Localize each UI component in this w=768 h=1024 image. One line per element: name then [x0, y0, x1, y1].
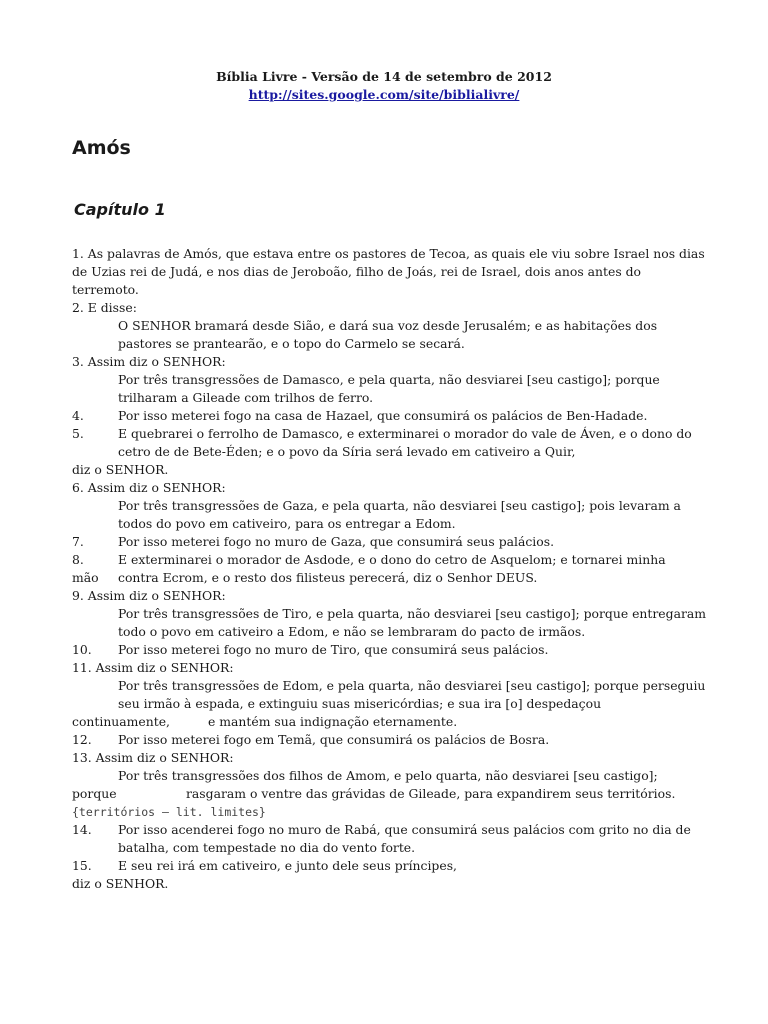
text-line: diz o SENHOR.	[72, 876, 169, 891]
verse-word: continuamente,	[72, 714, 170, 729]
header-link[interactable]: http://sites.google.com/site/biblialivre/	[248, 87, 520, 102]
header-title: Bíblia Livre - Versão de 14 de setembro de 2012	[216, 69, 552, 84]
text-line: todos do povo em cativeiro, para os entregar a Edom.	[118, 516, 456, 531]
verse-text: e mantém sua indignação eternamente.	[208, 714, 458, 729]
verse-line	[72, 713, 700, 731]
text-line: 9. Assim diz o SENHOR:	[72, 588, 226, 603]
verse-line	[72, 731, 700, 749]
verse-text: E seu rei irá em cativeiro, e junto dele seus príncipes,	[118, 858, 457, 873]
verse-text: Por isso meterei fogo no muro de Tiro, que consumirá seus palácios.	[118, 642, 549, 657]
text-line: seu irmão à espada, e extinguiu suas misericórdias; e sua ira [o] despedaçou	[118, 696, 602, 711]
text-line: 6. Assim diz o SENHOR:	[72, 480, 226, 495]
text-line: O SENHOR bramará desde Sião, e dará sua voz desde Jerusalém; e as habitações dos	[118, 318, 658, 333]
verse-text: rasgaram o ventre das grávidas de Gileade, para expandirem seus territórios.	[186, 786, 676, 801]
verse-text: E exterminarei o morador de Asdode, e o dono do cetro de Asquelom; e tornarei minha	[118, 552, 666, 567]
verse-text: contra Ecrom, e o resto dos filisteus perecerá, diz o Senhor DEUS.	[118, 570, 538, 585]
verse-text: Por isso meterei fogo na casa de Hazael, que consumirá os palácios de Ben-Hadade.	[118, 408, 648, 423]
verse-number: 14.	[72, 822, 92, 837]
footnote: {territórios – lit. limites}	[72, 805, 266, 819]
text-line: Por três transgressões de Gaza, e pela quarta, não desviarei [seu castigo]; pois levaram a	[118, 498, 681, 513]
text-line: diz o SENHOR.	[72, 462, 169, 477]
verse-text: E quebrarei o ferrolho de Damasco, e exterminarei o morador do vale de Áven, e o dono do	[118, 426, 692, 441]
verse-line	[72, 821, 700, 839]
verse-text: Por isso acenderei fogo no muro de Rabá, que consumirá seus palácios com grito no dia de	[118, 822, 691, 837]
verse-word: porque	[72, 786, 117, 801]
verse-line	[72, 569, 700, 587]
text-line: cetro de de Bete-Éden; e o povo da Síria será levado em cativeiro a Quir,	[118, 444, 576, 459]
verse-line	[72, 857, 700, 875]
text-line: trilharam a Gileade com trilhos de ferro.	[118, 390, 374, 405]
verse-line	[72, 407, 700, 425]
verse-number: 5.	[72, 426, 84, 441]
verse-number: 7.	[72, 534, 84, 549]
text-line: Por três transgressões de Damasco, e pela quarta, não desviarei [seu castigo]; porque	[118, 372, 660, 387]
document-header	[0, 68, 768, 104]
verse-line	[72, 641, 700, 659]
verse-text: Por isso meterei fogo no muro de Gaza, que consumirá seus palácios.	[118, 534, 555, 549]
verse-number: 15.	[72, 858, 92, 873]
verse-number: 8.	[72, 552, 84, 567]
text-line: 2. E disse:	[72, 300, 137, 315]
chapter-title: Capítulo 1	[74, 200, 166, 219]
text-line: de Uzias rei de Judá, e nos dias de Jeroboão, filho de Joás, rei de Israel, dois anos antes do	[72, 264, 642, 279]
verse-word: mão	[72, 570, 99, 585]
chapter-text	[72, 245, 707, 893]
verse-line	[72, 533, 700, 551]
verse-number: 10.	[72, 642, 92, 657]
text-line: 13. Assim diz o SENHOR:	[72, 750, 234, 765]
text-line: batalha, com tempestade no dia do vento forte.	[118, 840, 416, 855]
verse-text: Por isso meterei fogo em Temã, que consumirá os palácios de Bosra.	[118, 732, 550, 747]
text-line: Por três transgressões de Edom, e pela quarta, não desviarei [seu castigo]; porque perseguiu	[118, 678, 706, 693]
text-line: terremoto.	[72, 282, 139, 297]
text-line: 1. As palavras de Amós, que estava entre os pastores de Tecoa, as quais ele viu sobre Israel nos dias	[72, 246, 705, 261]
text-line: 3. Assim diz o SENHOR:	[72, 354, 226, 369]
text-line: pastores se prantearão, e o topo do Carmelo se secará.	[118, 336, 465, 351]
verse-number: 4.	[72, 408, 84, 423]
verse-line	[72, 785, 700, 803]
book-title: Amós	[72, 137, 131, 159]
verse-line	[72, 425, 700, 443]
verse-line	[72, 551, 700, 569]
text-line: 11. Assim diz o SENHOR:	[72, 660, 234, 675]
text-line: Por três transgressões de Tiro, e pela quarta, não desviarei [seu castigo]; porque entregaram	[118, 606, 707, 621]
verse-number: 12.	[72, 732, 92, 747]
text-line: Por três transgressões dos filhos de Amom, e pelo quarta, não desviarei [seu castigo];	[118, 768, 658, 783]
text-line: todo o povo em cativeiro a Edom, e não se lembraram do pacto de irmãos.	[118, 624, 586, 639]
